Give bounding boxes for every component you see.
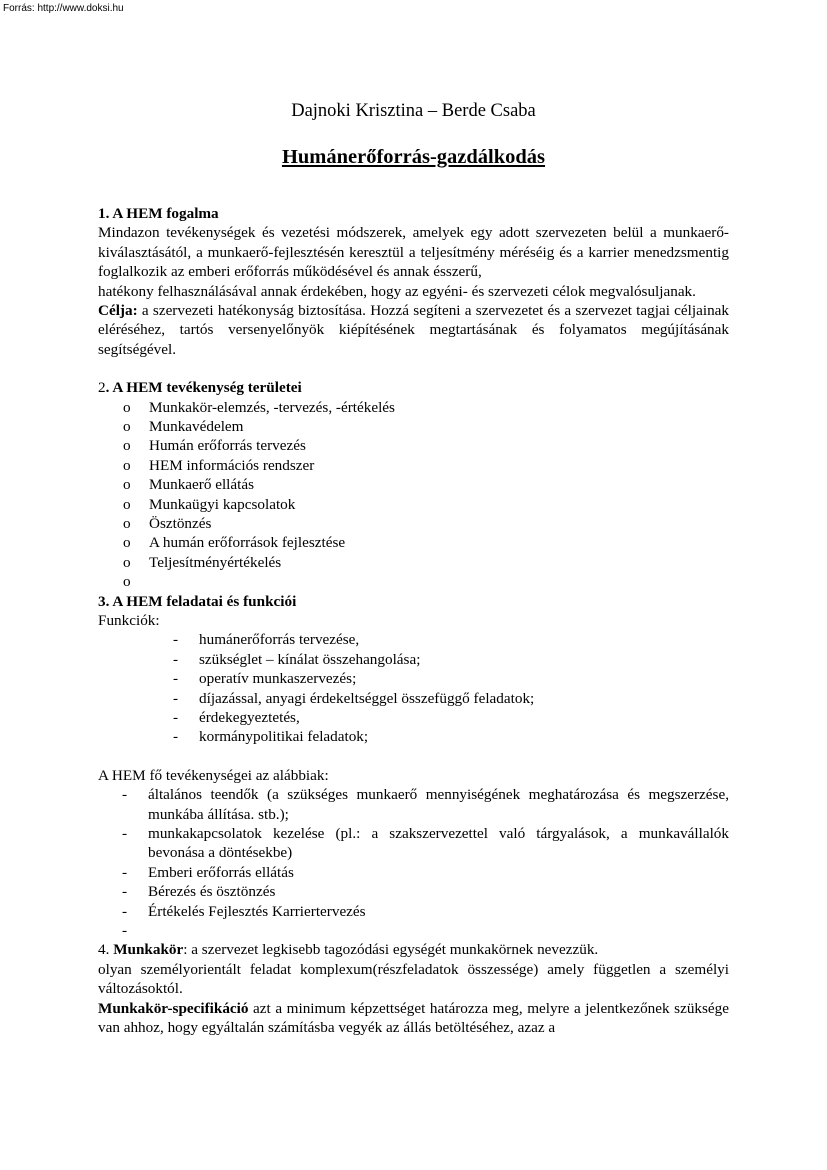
list-item [98,572,729,591]
goal-label: Célja: [98,302,138,320]
activities-list [98,785,729,940]
document-title: Humánerőforrás-gazdálkodás [281,146,546,168]
dash-bullet-icon: - [122,883,128,901]
list-item: o Munkakör-elemzés, -tervezés, -értékelés [123,398,395,416]
section-1-goal [98,301,729,359]
dash-bullet-icon: - [122,786,128,804]
dash-bullet-icon: - [122,863,128,881]
section-2-title: . A HEM tevékenység területei [105,379,302,397]
list-item: o HEM információs rendszer [123,456,315,474]
circle-bullet-icon: o [123,398,131,416]
list-item: - munkakapcsolatok kezelése (pl.: a szakszervezettel való tárgyalások, a munkavállalók bevonása a döntésekbe) [122,825,729,862]
circle-bullet-icon: o [123,573,131,591]
list-item: o Humán erőforrás tervezés [123,437,306,455]
section-2-number: 2 [98,379,106,397]
dash-bullet-icon: - [173,689,179,707]
list-item: o Munkavédelem [123,418,244,436]
activities-label: A HEM fő tevékenységei az alábbiak: [98,766,329,784]
dash-bullet-icon: - [122,902,128,920]
list-item: o Munkaügyi kapcsolatok [123,495,296,513]
section-1-heading: 1. A HEM fogalma [98,205,219,222]
functions-list [98,630,729,746]
list-item: - általános teendők (a szükséges munkaerő mennyiségének meghatározása és megszerzése, munkába állítása. stb.); [122,786,729,823]
list-item: - humánerőforrás tervezése, [173,631,360,649]
circle-bullet-icon: o [123,476,131,494]
circle-bullet-icon: o [123,515,131,532]
section-4-specification: Munkakör-specifikáció azt a minimum képzettséget határozza meg, melyre a jelentkezőnek szüksége van ahhoz, hogy egyáltalán számításba vegyék az állás betöltéséhez, azaz a [98,999,729,1037]
spacer [98,359,729,378]
authors: Dajnoki Krisztina – Berde Csaba [291,101,536,121]
dash-bullet-icon: - [173,670,179,688]
list-item: o Munkaerő ellátás [123,476,255,494]
list-item: - kormánypolitikai feladatok; [173,728,369,746]
dash-bullet-icon: - [122,825,128,843]
goal-text: a szervezeti hatékonyság biztosítása. Hozzá segíteni a szervezetet és a szervezet tagjai céljainak eléréséhez, tartós versenyelőnyök kiépítésének megtartásának és folyamatos megújításának segítségével. [98,302,729,358]
section-4-definition: 4. Munkakör: a szervezet legkisebb tagozódási egységét munkakörnek nevezzük. [98,941,599,959]
section-3-heading: 3. A HEM feladatai és funkciói [98,592,297,610]
section-4-paragraph: olyan személyorientált feladat komplexum(részfeladatok összessége) amely független a személyi változásoktól. [98,960,729,998]
dash-bullet-icon: - [173,728,179,746]
source-label: Forrás: http://www.doksi.hu [3,3,124,14]
list-item: - operatív munkaszervezés; [173,670,357,688]
document-body [98,204,729,1037]
list-item: - díjazással, anyagi érdekeltséggel összefüggő feladatok; [173,689,535,707]
circle-bullet-icon: o [123,418,131,436]
functions-label: Funkciók: [98,611,160,629]
specification-label: Munkakör-specifikáció [98,999,249,1017]
circle-bullet-icon: o [123,456,131,474]
list-item: o Ösztönzés [123,515,212,532]
list-item: - Bérezés és ösztönzés [122,883,276,901]
dash-bullet-icon: - [173,650,179,668]
section-2-heading [98,378,729,397]
activity-areas-list [98,398,729,592]
list-item: - Emberi erőforrás ellátás [122,863,294,881]
list-item: - szükséglet – kínálat összehangolása; [173,650,421,668]
list-item: - érdekegyeztetés, [173,709,300,726]
list-item [98,921,729,940]
section-1-paragraph: Mindazon tevékenységek és vezetési módszerek, amelyek egy adott szervezeten belül a munkaerő-kiválasztásától, a munkaerő-fejlesztésén keresztül a teljesítmény méréséig és a karrier menedzsmentig foglalkozik az emberi erőforrás működésével és annak ésszerű, [98,224,729,281]
circle-bullet-icon: o [123,534,131,552]
section-4-number: 4 [98,941,106,959]
spacer [98,747,729,766]
circle-bullet-icon: o [123,495,131,513]
section-4-label: Munkakör [113,941,184,959]
circle-bullet-icon: o [123,437,131,455]
dash-bullet-icon: - [173,631,179,649]
dash-bullet-icon: - [173,709,179,726]
list-item: o A humán erőforrások fejlesztése [123,534,346,552]
section-1-paragraph-2: hatékony felhasználásával annak érdekében, hogy az egyéni- és szervezeti célok megvalósuljanak. [98,282,696,300]
list-item: - Értékelés Fejlesztés Karriertervezés [122,902,366,920]
circle-bullet-icon: o [123,553,131,571]
list-item: o Teljesítményértékelés [123,553,282,571]
dash-bullet-icon: - [122,922,128,940]
